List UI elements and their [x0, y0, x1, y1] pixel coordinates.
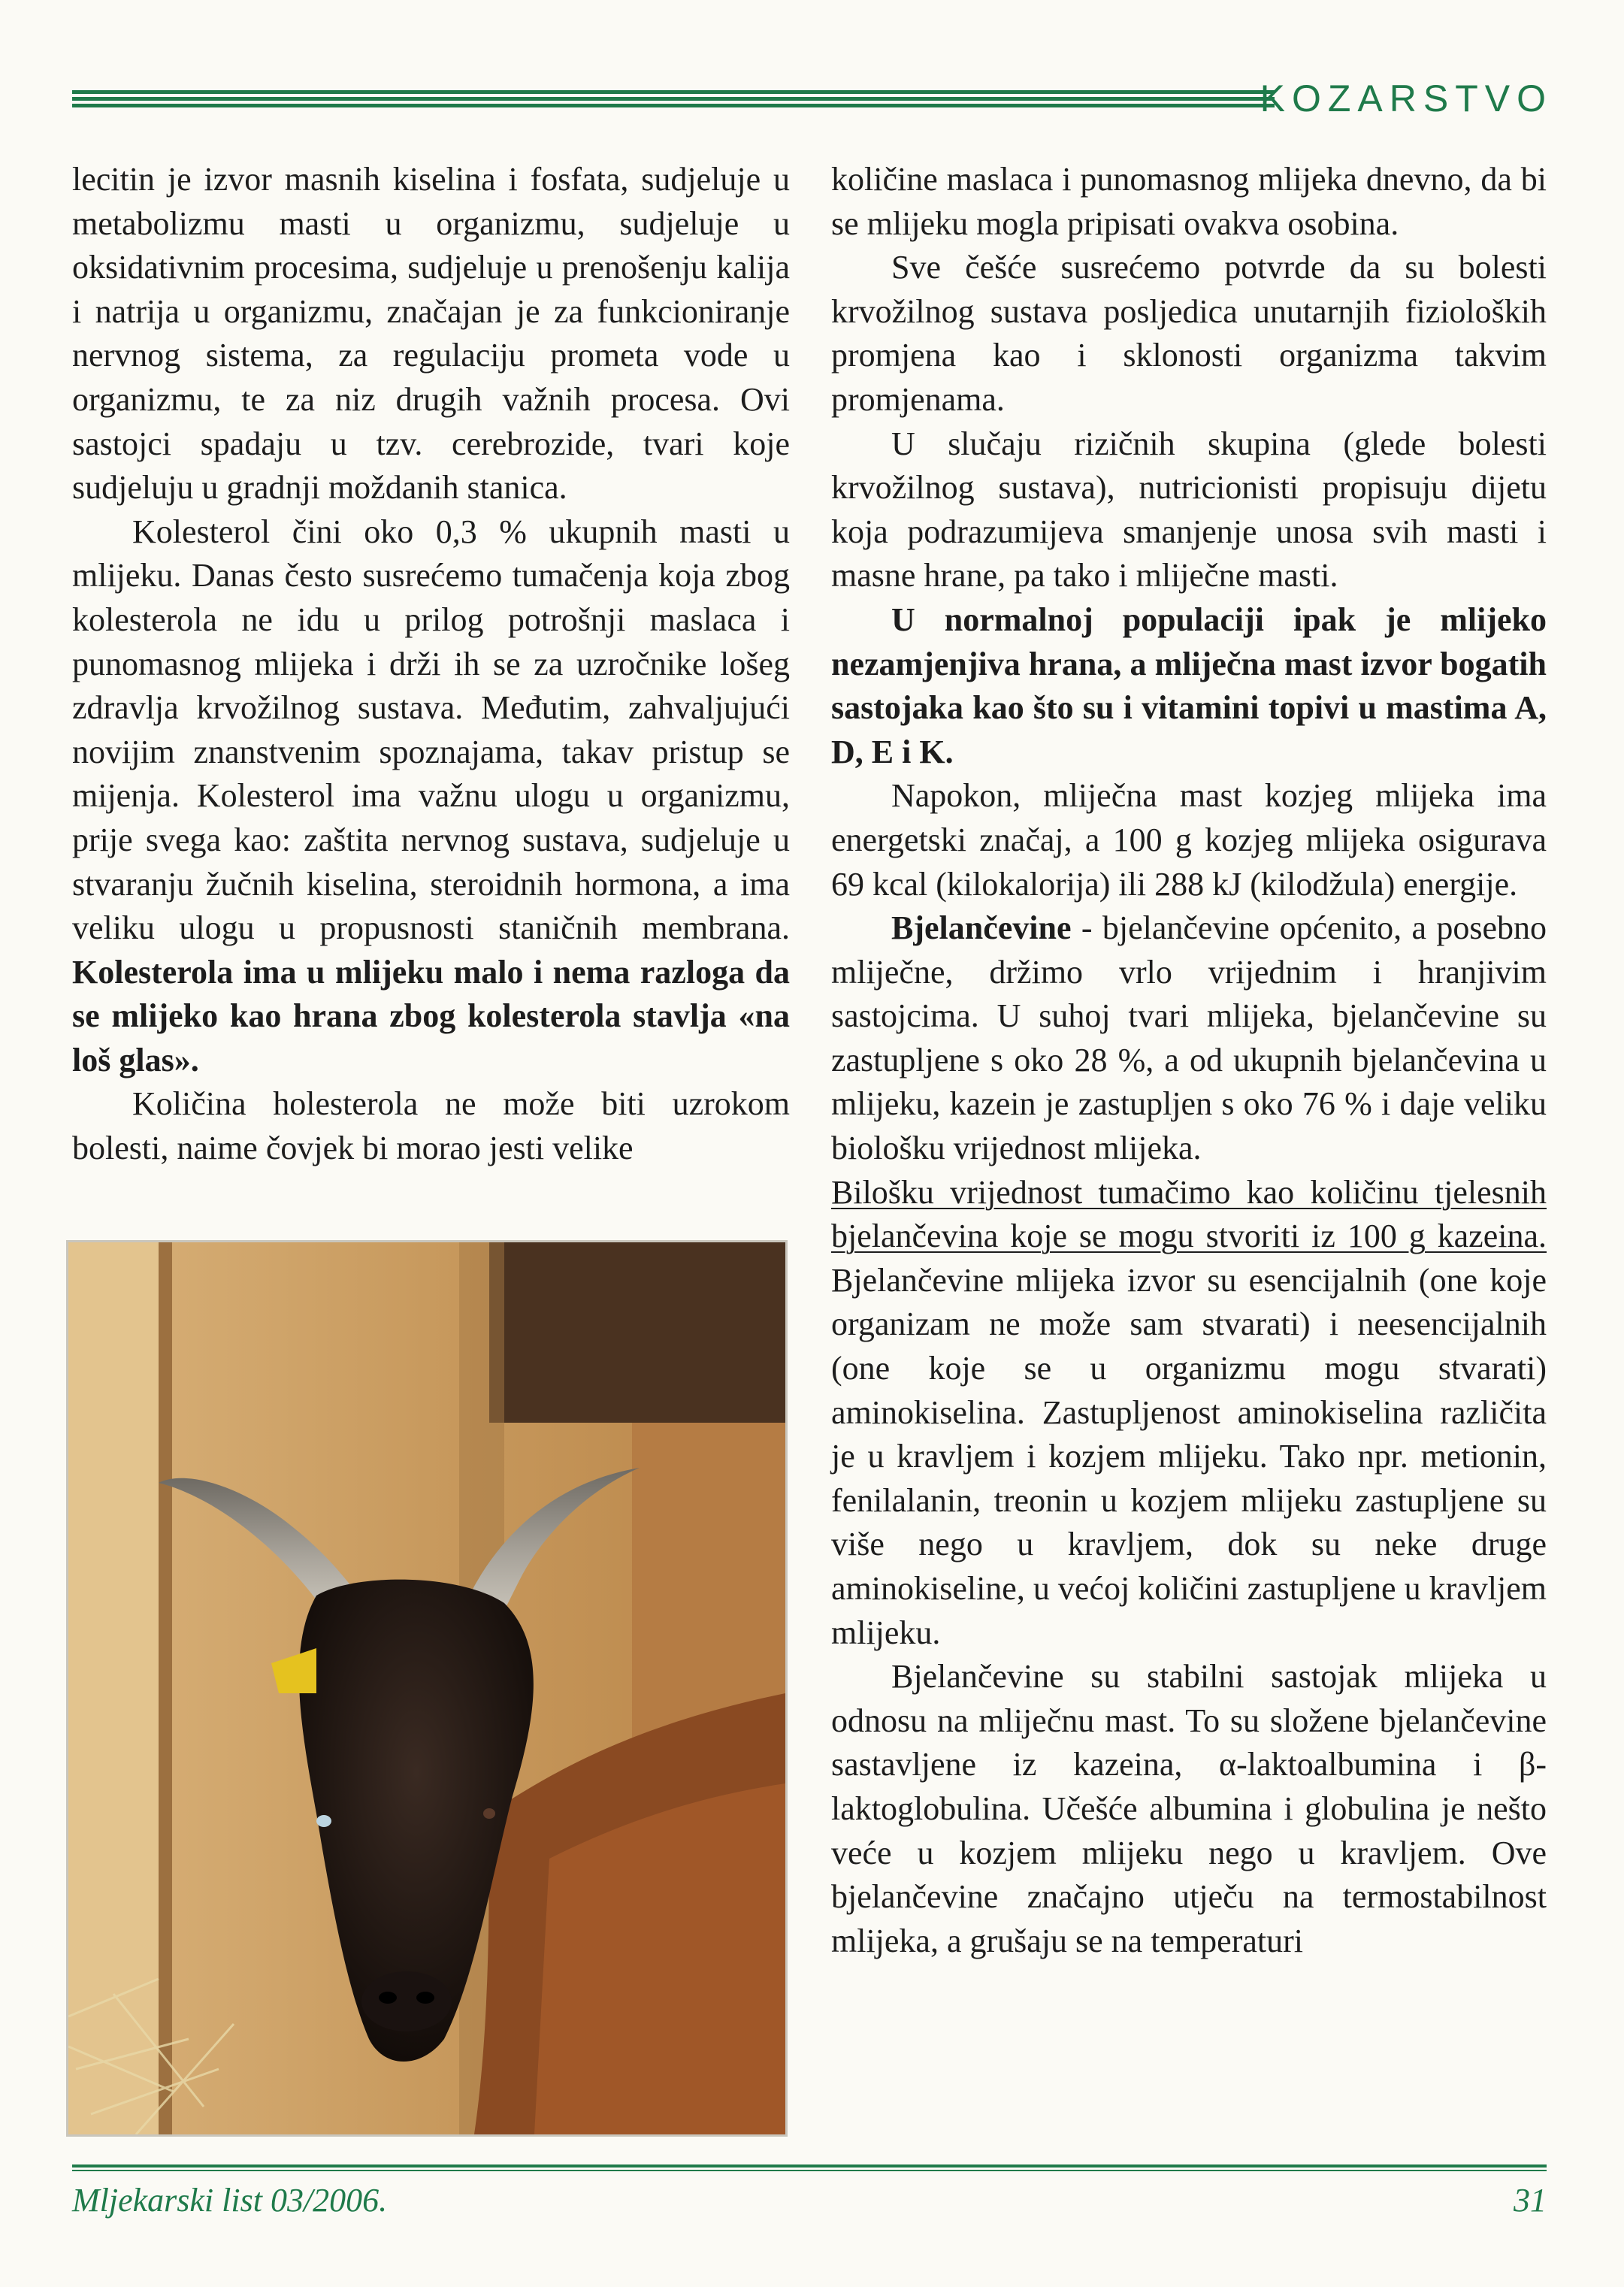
bold-statement: U normalnoj populaciji ipak je mlijeko nezamjenjiva hrana, a mliječna mast izvor bogatih sastojaka kao što su i vitamini topivi u mastima A, D, E i K.	[831, 600, 1547, 770]
page-footer	[72, 2164, 1547, 2225]
footer-rule-thin	[72, 2170, 1547, 2171]
paragraph: U slučaju rizičnih skupina (glede bolesti krvožilnog sustava), nutricionisti propisuju dijetu koja podrazumijeva smanjenje unosa svih masti i masne hrane, pa tako i mliječne masti.	[831, 425, 1547, 594]
publication-name: Mljekarski list 03/2006.	[72, 2182, 388, 2219]
subheading-bjelancevine: Bjelančevine	[891, 909, 1072, 947]
page-number: 31	[1514, 2182, 1547, 2219]
footer-rule	[72, 2164, 1547, 2168]
section-title: KOZARSTVO	[1260, 77, 1553, 119]
left-column	[72, 158, 790, 1171]
paragraph	[72, 510, 790, 1083]
paragraph: količine maslaca i punomasnog mlijeka dnevno, da bi se mlijeku mogla pripisati ovakva osobina.	[831, 161, 1547, 242]
page-header	[72, 75, 1553, 120]
paragraph: Sve češće susrećemo potvrde da su bolesti krvožilnog sustava posljedica unutarnjih fizioloških promjena kao i sklonosti organizma takvim promjenama.	[831, 249, 1547, 418]
paragraph: Količina holesterola ne može biti uzrokom bolesti, naime čovjek bi morao jesti velike	[72, 1085, 790, 1167]
paragraph: Napokon, mliječna mast kozjeg mlijeka ima energetski značaj, a 100 g kozjeg mlijeka osigurava 69 kcal (kilokalorija) ili 288 kJ (kilodžula) energije.	[831, 777, 1547, 903]
paragraph: Bjelančevine su stabilni sastojak mlijeka u odnosu na mliječnu mast. To su složene bjelančevine sastavljene iz kazeina, α-laktoalbumina i β-laktoglobulina. Učešće albumina i globulina je nešto veće u kozjem mlijeku nego u kravljem. Ove bjelančevine značajno utječu na termostabilnost mlijeka, a grušaju se na temperaturi	[831, 1658, 1547, 1959]
underlined-definition: Bilošku vrijednost tumačimo kao količinu tjelesnih bjelančevina koje se mogu stvoriti iz 100 g kazeina.	[831, 1173, 1547, 1255]
paragraph: lecitin je izvor masnih kiselina i fosfata, sudjeluje u metabolizmu masti u organizmu, sudjeluje u oksidativnim procesima, sudjeluje u prenošenju kalija i natrija u organizmu, značajan je za funkcioniranje nervnog sistema, za regulaciju prometa vode u organizmu, te za niz drugih važnih procesa. Ovi sastojci spadaju u tzv. cerebrozide, tvari koje sudjeluju u gradnji moždanih stanica.	[72, 161, 790, 507]
goat-photo	[66, 1240, 788, 2137]
paragraph	[831, 906, 1547, 1171]
paragraph-text: Kolesterol čini oko 0,3 % ukupnih masti u mlijeku. Danas često susrećemo tumačenja koja zbog kolesterola ne idu u prilog potrošnji maslaca i punomasnog mlijeka i drži ih se za uzročnike lošeg zdravlja krvožilnog sustava. Međutim, zahvaljujući novijim znanstvenim spoznajama, takav pristup se mijenja. Kolesterol ima važnu ulogu u organizmu, prije svega kao: zaštita nervnog sustava, sudjeluje u stvaranju žučnih kiselina, steroidnih hormona, a ima veliku ulogu u propusnosti staničnih membrana.	[72, 513, 790, 947]
paragraph	[831, 1171, 1547, 1656]
right-column	[831, 158, 1547, 1963]
bold-statement: Kolesterola ima u mlijeku malo i nema razloga da se mlijeko kao hrana zbog kolesterola stavlja «na loš glas».	[72, 953, 790, 1078]
paragraph-text: - bjelančevine općenito, a posebno mliječne, držimo vrlo vrijednim i hranjivim sastojcima. U suhoj tvari mlijeka, bjelančevine su zastupljene s oko 28 %, a od ukupnih bjelančevina u mlijeku, kazein je zastupljen s oko 76 % i daje veliku biološku vrijednost mlijeka.	[831, 909, 1547, 1167]
header-rule	[72, 90, 1275, 110]
paragraph-text: Bjelančevine mlijeka izvor su esencijalnih (one koje organizam ne može sam stvarati) i neesencijalnih (one koje se u organizmu mogu stvarati) aminokiselina. Zastupljenost aminokiselina različita je u kravljem i kozjem mlijeku. Tako npr. metionin, fenilalanin, treonin u kozjem mlijeku zastupljene su više nego u kravljem, dok su neke druge aminokiseline, u većoj količini zastupljene u kravljem mlijeku.	[831, 1261, 1547, 1651]
